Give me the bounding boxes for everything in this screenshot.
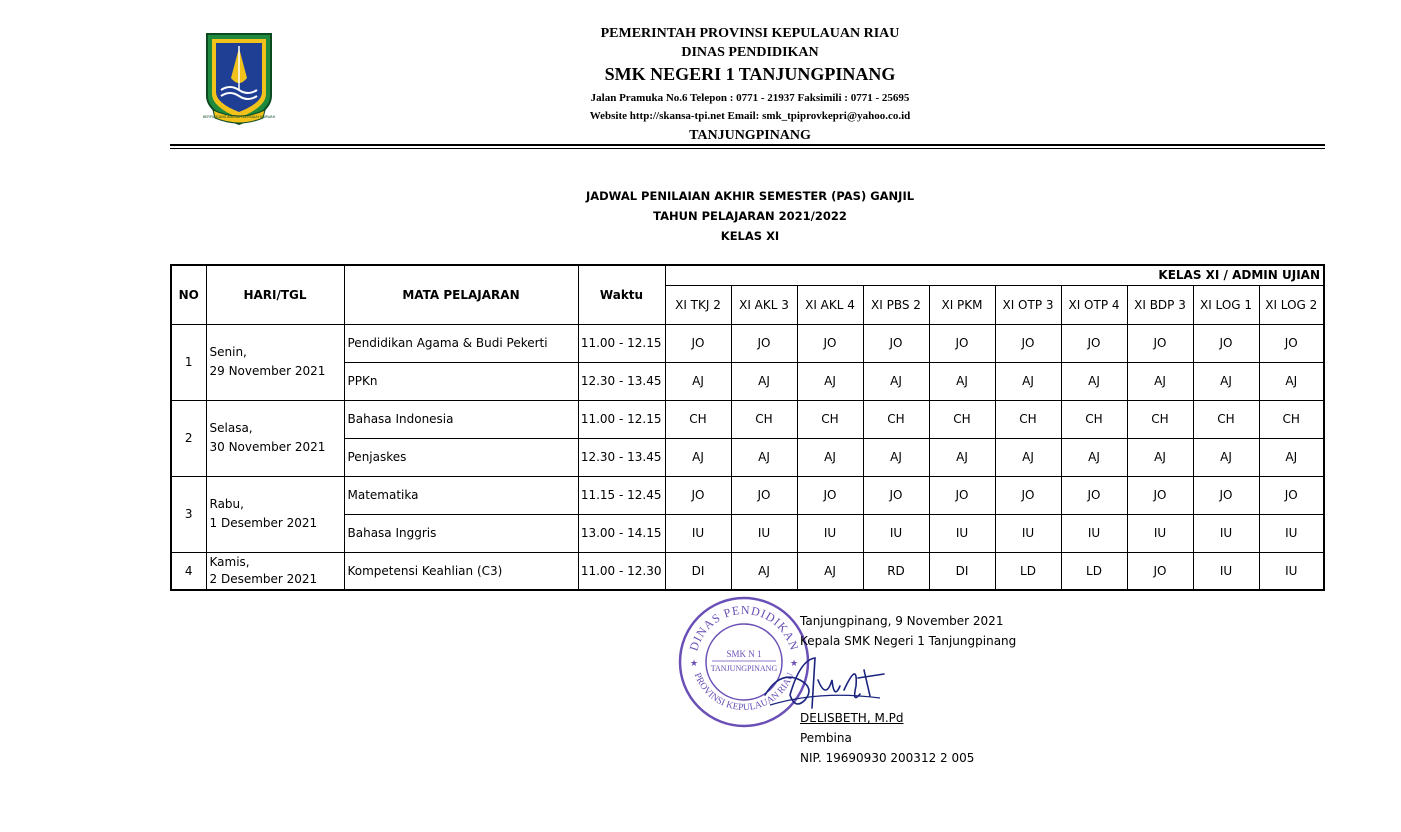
table-row: [171, 514, 1324, 552]
table-row: [171, 400, 1324, 438]
signatory-rank: Pembina: [800, 731, 852, 745]
day-name: Rabu,: [209, 497, 244, 511]
admin-cell: DI: [665, 552, 731, 590]
admin-cell: CH: [929, 400, 995, 438]
letterhead-contact: Website http://skansa-tpi.net Email: smk_tpiprovkepri@yahoo.co.id: [589, 110, 911, 122]
admin-cell: AJ: [797, 552, 863, 590]
row-number: 3: [171, 476, 206, 552]
admin-cell: AJ: [995, 362, 1061, 400]
subject-cell: Penjaskes: [344, 438, 578, 476]
admin-cell: JO: [1127, 324, 1193, 362]
admin-cell: IU: [995, 514, 1061, 552]
class-level: KELAS XI: [720, 229, 780, 243]
admin-cell: IU: [1259, 552, 1324, 590]
header-class: XI TKJ 2: [665, 285, 731, 324]
admin-cell: AJ: [797, 362, 863, 400]
admin-cell: IU: [863, 514, 929, 552]
header-class: XI AKL 3: [731, 285, 797, 324]
admin-cell: IU: [929, 514, 995, 552]
admin-cell: AJ: [731, 362, 797, 400]
header-class: XI OTP 3: [995, 285, 1061, 324]
admin-cell: LD: [1061, 552, 1127, 590]
table-row: [171, 438, 1324, 476]
admin-cell: JO: [1259, 324, 1324, 362]
signature-position: Kepala SMK Negeri 1 Tanjungpinang: [800, 634, 1017, 648]
svg-text:★: ★: [690, 658, 699, 668]
header-class: XI LOG 1: [1193, 285, 1259, 324]
admin-cell: IU: [731, 514, 797, 552]
admin-cell: AJ: [665, 362, 731, 400]
subject-cell: Pendidikan Agama & Budi Pekerti: [344, 324, 578, 362]
header-class: XI LOG 2: [1259, 285, 1324, 324]
day-name: Selasa,: [209, 421, 253, 435]
admin-cell: CH: [995, 400, 1061, 438]
admin-cell: JO: [1259, 476, 1324, 514]
admin-cell: JO: [797, 324, 863, 362]
admin-cell: AJ: [929, 438, 995, 476]
row-number: 4: [171, 552, 206, 590]
svg-text:TANJUNGPINANG: TANJUNGPINANG: [710, 664, 778, 673]
admin-cell: JO: [995, 476, 1061, 514]
admin-cell: CH: [1193, 400, 1259, 438]
svg-text:PROVINSI KEPULAUAN RIAU: PROVINSI KEPULAUAN RIAU: [691, 671, 797, 714]
letterhead-rule-thick: [170, 144, 1325, 146]
admin-cell: AJ: [731, 438, 797, 476]
table-row: [171, 552, 1324, 590]
time-cell: 11.00 - 12.30: [578, 552, 665, 590]
admin-cell: CH: [1259, 400, 1324, 438]
svg-text:★: ★: [790, 658, 799, 668]
table-row: [171, 324, 1324, 362]
admin-cell: CH: [731, 400, 797, 438]
signatory-name: DELISBETH, M.Pd: [800, 711, 904, 725]
handwritten-signature: [760, 650, 890, 715]
header-no: NO: [171, 265, 206, 324]
admin-cell: JO: [1193, 324, 1259, 362]
admin-cell: JO: [1127, 552, 1193, 590]
admin-cell: AJ: [1061, 362, 1127, 400]
header-time: Waktu: [578, 265, 665, 324]
admin-cell: CH: [1127, 400, 1193, 438]
day-date-cell: [206, 400, 344, 476]
header-class: XI BDP 3: [1127, 285, 1193, 324]
admin-cell: IU: [1193, 514, 1259, 552]
letterhead-rule-thin: [170, 148, 1325, 149]
admin-cell: IU: [665, 514, 731, 552]
table-row: [171, 362, 1324, 400]
admin-cell: AJ: [863, 438, 929, 476]
admin-cell: CH: [863, 400, 929, 438]
admin-cell: AJ: [1061, 438, 1127, 476]
row-number: 2: [171, 400, 206, 476]
row-number: 1: [171, 324, 206, 400]
signature-place-date: Tanjungpinang, 9 November 2021: [800, 614, 1004, 628]
province-emblem-logo: [203, 30, 275, 128]
admin-cell: DI: [929, 552, 995, 590]
header-class: XI PBS 2: [863, 285, 929, 324]
day-name: Kamis,: [209, 554, 250, 569]
document-title: JADWAL PENILAIAN AKHIR SEMESTER (PAS) GANJIL: [585, 189, 915, 203]
subject-cell: Bahasa Indonesia: [344, 400, 578, 438]
admin-cell: JO: [1127, 476, 1193, 514]
admin-cell: IU: [1259, 514, 1324, 552]
time-cell: 13.00 - 14.15: [578, 514, 665, 552]
svg-text:SMK N 1: SMK N 1: [726, 649, 762, 659]
admin-cell: JO: [665, 324, 731, 362]
admin-cell: AJ: [1259, 438, 1324, 476]
admin-cell: AJ: [797, 438, 863, 476]
admin-cell: AJ: [1193, 438, 1259, 476]
subject-cell: Matematika: [344, 476, 578, 514]
date: 30 November 2021: [209, 440, 326, 454]
admin-cell: JO: [863, 324, 929, 362]
subject-cell: Bahasa Inggris: [344, 514, 578, 552]
admin-cell: AJ: [731, 552, 797, 590]
letterhead-city: TANJUNGPINANG: [689, 128, 811, 143]
day-date-cell: [206, 476, 344, 552]
admin-cell: AJ: [1127, 438, 1193, 476]
day-date-cell: [206, 324, 344, 400]
time-cell: 11.15 - 12.45: [578, 476, 665, 514]
day-date-cell: [206, 552, 344, 590]
admin-cell: IU: [1127, 514, 1193, 552]
admin-cell: JO: [731, 476, 797, 514]
admin-cell: CH: [665, 400, 731, 438]
letterhead-government: PEMERINTAH PROVINSI KEPULAUAN RIAU: [600, 26, 900, 41]
subject-cell: PPKn: [344, 362, 578, 400]
svg-text:DINAS PENDIDIKAN: DINAS PENDIDIKAN: [686, 602, 802, 653]
day-name: Senin,: [209, 345, 247, 359]
admin-cell: AJ: [995, 438, 1061, 476]
letterhead-department: DINAS PENDIDIKAN: [681, 45, 819, 60]
admin-cell: JO: [665, 476, 731, 514]
date: 1 Desember 2021: [209, 516, 318, 530]
admin-cell: LD: [995, 552, 1061, 590]
admin-cell: AJ: [665, 438, 731, 476]
header-day-date: HARI/TGL: [206, 265, 344, 324]
date: 2 Desember 2021: [209, 571, 318, 586]
academic-year: TAHUN PELAJARAN 2021/2022: [653, 209, 847, 223]
header-class: XI PKM: [929, 285, 995, 324]
admin-cell: AJ: [1193, 362, 1259, 400]
admin-cell: IU: [797, 514, 863, 552]
admin-cell: JO: [797, 476, 863, 514]
admin-cell: IU: [1061, 514, 1127, 552]
letterhead-address: Jalan Pramuka No.6 Telepon : 0771 - 21937 Faksimili : 0771 - 25695: [590, 92, 910, 104]
date: 29 November 2021: [209, 364, 326, 378]
admin-cell: JO: [863, 476, 929, 514]
admin-cell: JO: [929, 476, 995, 514]
admin-cell: JO: [1061, 476, 1127, 514]
admin-cell: IU: [1193, 552, 1259, 590]
admin-cell: AJ: [929, 362, 995, 400]
letterhead-school-name: SMK NEGERI 1 TANJUNGPINANG: [604, 64, 896, 84]
svg-text:BERPANCANG AMANAH BERSAUH MARW: BERPANCANG AMANAH BERSAUH MARWAH: [203, 115, 275, 119]
admin-cell: CH: [1061, 400, 1127, 438]
admin-cell: AJ: [863, 362, 929, 400]
table-row: [171, 476, 1324, 514]
admin-cell: JO: [995, 324, 1061, 362]
header-subject: MATA PELAJARAN: [344, 265, 578, 324]
header-class-group: KELAS XI / ADMIN UJIAN: [665, 265, 1324, 285]
admin-cell: JO: [929, 324, 995, 362]
admin-cell: CH: [797, 400, 863, 438]
admin-cell: AJ: [1259, 362, 1324, 400]
exam-schedule-table: [170, 264, 1325, 591]
admin-cell: JO: [1061, 324, 1127, 362]
admin-cell: JO: [1193, 476, 1259, 514]
time-cell: 11.00 - 12.15: [578, 400, 665, 438]
header-class: XI AKL 4: [797, 285, 863, 324]
header-class: XI OTP 4: [1061, 285, 1127, 324]
time-cell: 12.30 - 13.45: [578, 362, 665, 400]
subject-cell: Kompetensi Keahlian (C3): [344, 552, 578, 590]
admin-cell: JO: [731, 324, 797, 362]
admin-cell: AJ: [1127, 362, 1193, 400]
time-cell: 11.00 - 12.15: [578, 324, 665, 362]
time-cell: 12.30 - 13.45: [578, 438, 665, 476]
admin-cell: RD: [863, 552, 929, 590]
signatory-nip: NIP. 19690930 200312 2 005: [800, 751, 975, 765]
